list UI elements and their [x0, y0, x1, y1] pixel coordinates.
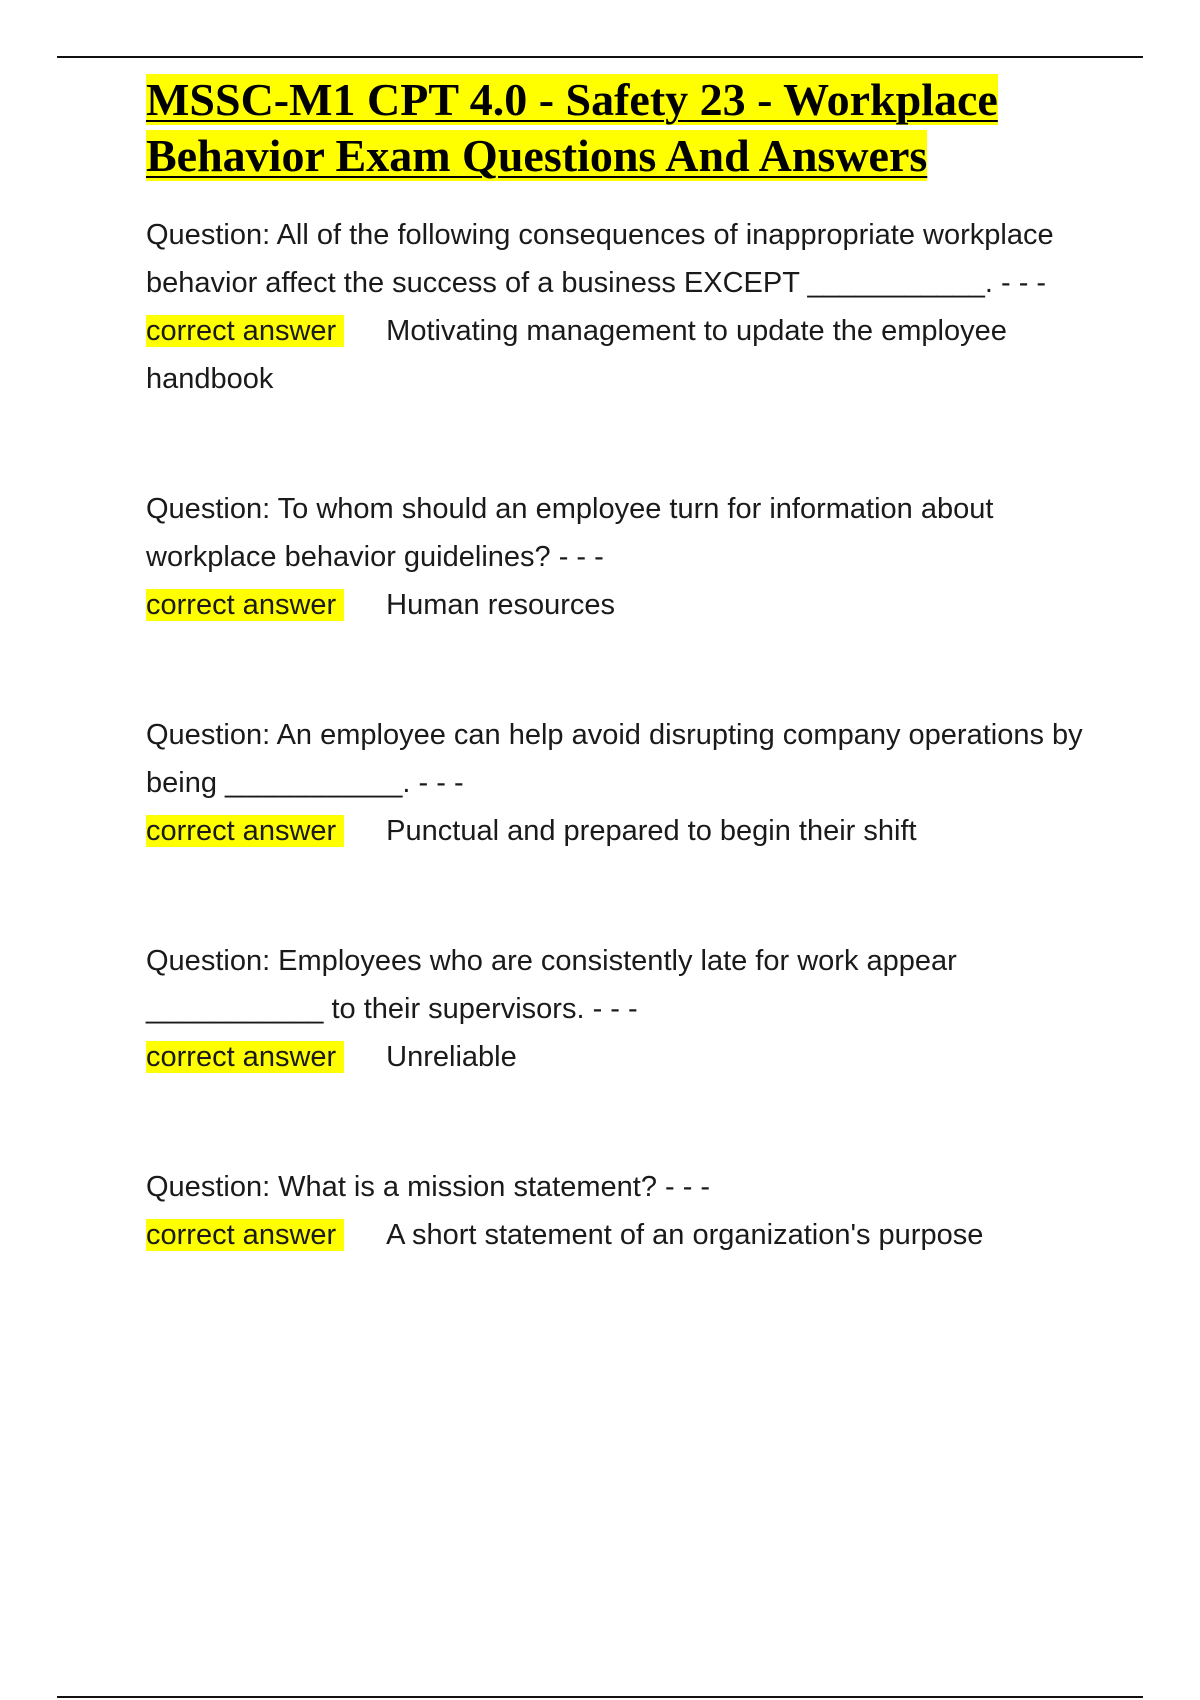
question-text: Question: Employees who are consistently late for work appear ___________ to their supervisors. - - -	[146, 945, 957, 1025]
qa-item	[146, 1163, 1106, 1259]
answer-label: correct answer	[146, 1041, 344, 1073]
question-text: Question: What is a mission statement? - - -	[146, 1171, 711, 1203]
qa-item	[146, 711, 1106, 855]
answer-text: Punctual and prepared to begin their shift	[386, 815, 917, 847]
answer-text: Human resources	[386, 589, 616, 621]
answer-text: Unreliable	[386, 1041, 517, 1073]
answer-text: A short statement of an organization's purpose	[386, 1219, 984, 1251]
qa-item	[146, 211, 1106, 403]
answer-line	[146, 1033, 1106, 1081]
answer-line	[146, 1211, 1106, 1259]
document-page	[146, 72, 1106, 1259]
qa-item	[146, 485, 1106, 629]
qa-list	[146, 211, 1106, 1259]
answer-line	[146, 581, 1106, 629]
answer-line	[146, 307, 1106, 403]
question-text: Question: All of the following consequences of inappropriate workplace behavior affect the success of a business EXCEPT ___________. - - -	[146, 219, 1054, 299]
bottom-rule	[57, 1696, 1143, 1698]
answer-label: correct answer	[146, 315, 344, 347]
answer-text: Motivating management to update the employee handbook	[146, 315, 1007, 395]
question-text: Question: To whom should an employee turn for information about workplace behavior guidelines? - - -	[146, 493, 994, 573]
top-rule	[57, 56, 1143, 58]
qa-item	[146, 937, 1106, 1081]
answer-label: correct answer	[146, 815, 344, 847]
question-text: Question: An employee can help avoid disrupting company operations by being ___________. - - -	[146, 719, 1083, 799]
document-title	[146, 72, 1106, 184]
answer-label: correct answer	[146, 1219, 344, 1251]
answer-label: correct answer	[146, 589, 344, 621]
answer-line	[146, 807, 1106, 855]
document-title-text: MSSC-M1 CPT 4.0 - Safety 23 - Workplace Behavior Exam Questions And Answers	[146, 74, 998, 181]
